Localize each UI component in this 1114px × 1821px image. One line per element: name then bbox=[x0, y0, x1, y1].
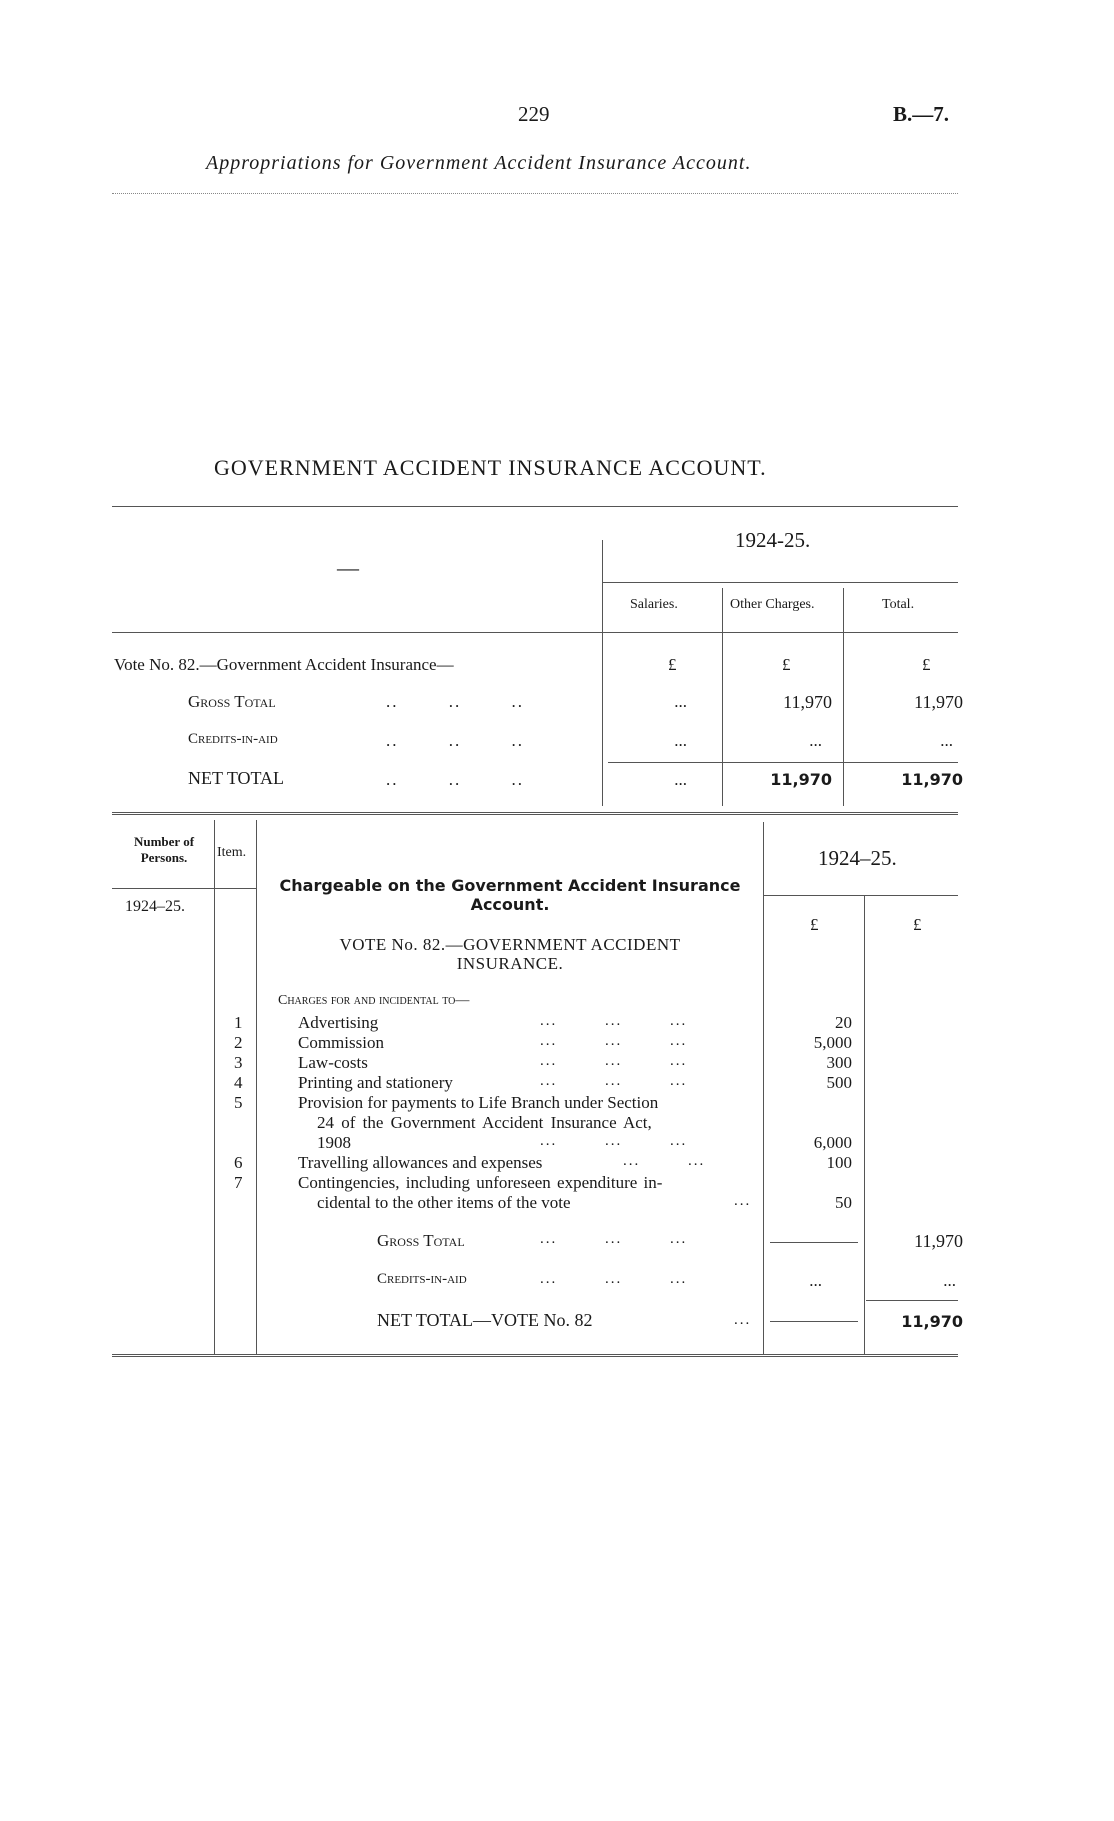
item-dots: ... ... ... bbox=[540, 1013, 688, 1029]
item-number: 2 bbox=[234, 1033, 243, 1052]
detail-net-col1-rule bbox=[770, 1321, 858, 1322]
item-text: Travelling allowances and expenses bbox=[298, 1153, 543, 1172]
detail-credits-total: ... bbox=[943, 1271, 956, 1290]
summary-net-total: 11,970 bbox=[901, 770, 963, 789]
item-amount: 5,000 bbox=[813, 1033, 852, 1052]
header-rule bbox=[112, 193, 958, 194]
persons-year: 1924–25. bbox=[125, 898, 185, 915]
currency-salaries: £ bbox=[668, 655, 677, 674]
summary-net-label: NET TOTAL bbox=[188, 768, 285, 788]
item-amount: 50 bbox=[835, 1193, 852, 1212]
item-dots: ... ... ... bbox=[540, 1033, 688, 1049]
detail-bottom-rule bbox=[112, 1354, 958, 1357]
summary-gross-dots: .. .. .. bbox=[386, 692, 524, 711]
summary-credits-total: ... bbox=[940, 731, 953, 750]
summary-credits-other: ... bbox=[809, 731, 822, 750]
item-text: Contingencies, including unforeseen expenditure in- bbox=[298, 1173, 663, 1192]
detail-divider-amount bbox=[763, 822, 764, 1354]
col-persons-header: Number of Persons. bbox=[133, 834, 195, 865]
detail-divider-item bbox=[256, 820, 257, 1354]
detail-currency-col1: £ bbox=[810, 915, 819, 934]
summary-net-other: 11,970 bbox=[770, 770, 832, 789]
detail-header-rule-left bbox=[112, 888, 256, 889]
section-title: GOVERNMENT ACCIDENT INSURANCE ACCOUNT. bbox=[214, 455, 767, 480]
item-text: Advertising bbox=[298, 1013, 379, 1032]
currency-other: £ bbox=[782, 655, 791, 674]
summary-credits-dots: .. .. .. bbox=[386, 731, 524, 750]
page-subtitle: Appropriations for Government Accident Insurance Account. bbox=[206, 152, 752, 174]
col-other-charges-header: Other Charges. bbox=[730, 597, 815, 612]
detail-gross-label: Gross Total bbox=[377, 1231, 465, 1250]
detail-net-total: 11,970 bbox=[901, 1312, 963, 1331]
summary-net-dots: .. .. .. bbox=[386, 770, 524, 789]
summary-blank-column-header: — bbox=[337, 555, 359, 580]
currency-total: £ bbox=[922, 655, 931, 674]
item-number: 1 bbox=[234, 1013, 243, 1032]
item-amount: 300 bbox=[826, 1053, 852, 1072]
item-text: Commission bbox=[298, 1033, 384, 1052]
summary-year-rule bbox=[603, 582, 958, 583]
summary-header-rule bbox=[112, 632, 958, 633]
detail-gross-total: 11,970 bbox=[914, 1231, 963, 1251]
item-number: 4 bbox=[234, 1073, 243, 1092]
document-reference: B.—7. bbox=[893, 102, 950, 126]
detail-gross-dots: ... ... ... bbox=[540, 1231, 688, 1247]
item-dots: ... ... ... bbox=[540, 1053, 688, 1069]
col-item-header: Item. bbox=[217, 845, 247, 860]
summary-year-header: 1924-25. bbox=[735, 528, 811, 552]
vote-title: VOTE No. 82.—GOVERNMENT ACCIDENT INSURANCE. bbox=[339, 935, 681, 973]
detail-credits-label: Credits-in-aid bbox=[377, 1271, 467, 1287]
item-dots: ... ... bbox=[623, 1153, 706, 1169]
detail-year-rule bbox=[763, 895, 958, 896]
charges-label: Charges for and incidental to— bbox=[278, 993, 470, 1008]
detail-divider-persons bbox=[214, 820, 215, 1354]
summary-credits-salaries: ... bbox=[674, 731, 687, 750]
summary-divider-3 bbox=[843, 588, 844, 806]
vote-label: Vote No. 82.—Government Accident Insurance— bbox=[114, 655, 454, 674]
page-number: 229 bbox=[518, 102, 550, 126]
detail-credits-dots: ... ... ... bbox=[540, 1271, 688, 1287]
summary-gross-label: Gross Total bbox=[188, 692, 276, 711]
item-amount: 20 bbox=[835, 1013, 852, 1032]
summary-credits-label: Credits-in-aid bbox=[188, 731, 278, 747]
summary-gross-other: 11,970 bbox=[783, 692, 832, 712]
item-text-continued: 1908 bbox=[317, 1133, 351, 1152]
item-dots: ... ... ... bbox=[540, 1073, 688, 1089]
item-text-continued: 24 of the Government Accident Insurance Act, bbox=[317, 1113, 652, 1132]
item-amount: 500 bbox=[826, 1073, 852, 1092]
detail-divider-total bbox=[864, 895, 865, 1354]
summary-divider-1 bbox=[602, 540, 603, 806]
detail-credits-col1: ... bbox=[809, 1271, 822, 1290]
detail-gross-rule bbox=[770, 1242, 858, 1243]
summary-net-rule bbox=[608, 762, 958, 763]
item-number: 3 bbox=[234, 1053, 243, 1072]
detail-net-rule bbox=[866, 1300, 958, 1301]
item-amount: 6,000 bbox=[813, 1133, 852, 1152]
item-number: 5 bbox=[234, 1093, 243, 1112]
item-dots: ... ... ... bbox=[540, 1133, 688, 1149]
item-text-continued: cidental to the other items of the vote bbox=[317, 1193, 571, 1212]
detail-net-label: NET TOTAL—VOTE No. 82 bbox=[377, 1310, 593, 1330]
item-text: Law-costs bbox=[298, 1053, 368, 1072]
summary-bottom-rule bbox=[112, 812, 958, 815]
item-number: 6 bbox=[234, 1153, 243, 1172]
item-text: Printing and stationery bbox=[298, 1073, 453, 1092]
detail-year-header: 1924–25. bbox=[818, 846, 897, 870]
item-dots: ... bbox=[734, 1193, 752, 1209]
summary-divider-2 bbox=[722, 588, 723, 806]
summary-gross-total: 11,970 bbox=[914, 692, 963, 712]
item-text: Provision for payments to Life Branch under Section bbox=[298, 1093, 659, 1112]
col-total-header: Total. bbox=[882, 597, 915, 612]
summary-gross-salaries: ... bbox=[674, 692, 687, 711]
summary-net-salaries: ... bbox=[674, 770, 687, 789]
detail-heading: Chargeable on the Government Accident Insurance Account. bbox=[279, 876, 741, 914]
summary-top-rule bbox=[112, 506, 958, 507]
item-amount: 100 bbox=[826, 1153, 852, 1172]
detail-net-dots: ... bbox=[734, 1312, 752, 1328]
col-salaries-header: Salaries. bbox=[630, 597, 678, 612]
detail-currency-col2: £ bbox=[913, 915, 922, 934]
item-number: 7 bbox=[234, 1173, 243, 1192]
